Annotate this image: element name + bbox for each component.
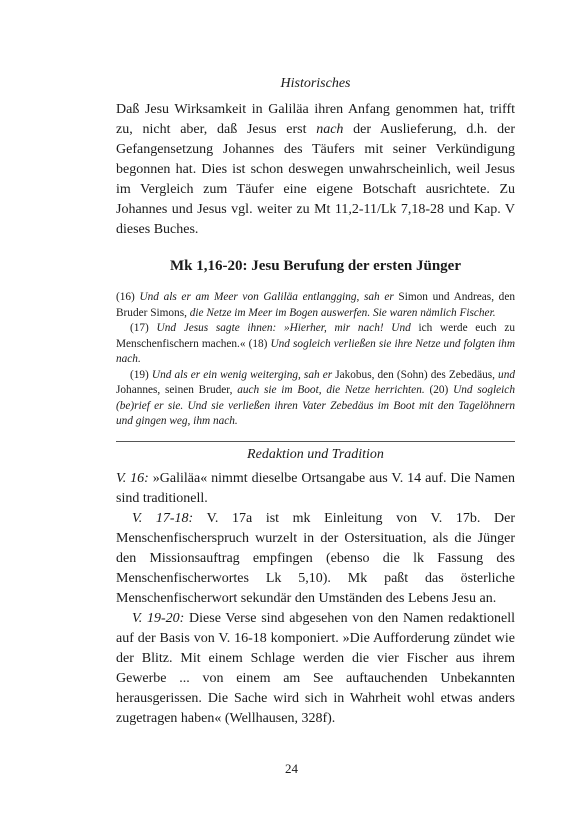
verse-block bbox=[116, 290, 515, 430]
commentary-v19-20: V. 19-20: Diese Verse sind abgesehen von den Namen redaktionell auf der Basis von V. 16-18 komponiert. »Die Aufforderung zündet wie der Blitz. Mit einem Schlage werden die vier Fischer aus ihrem Gewerbe ... von einem am See auftauchenden Unbekannten herausgerissen. Die Sache wird sich in Wahrheit wohl etwas anders zugetragen haben« (Wellhausen, 328f). bbox=[116, 611, 515, 726]
historisches-heading: Historisches bbox=[280, 76, 351, 91]
commentary-v16: V. 16: »Galiläa« nimmt dieselbe Ortsangabe aus V. 14 auf. Die Namen sind traditionell. bbox=[116, 471, 515, 506]
historisches-section bbox=[116, 76, 515, 240]
redaktion-heading: Redaktion und Tradition bbox=[247, 447, 384, 462]
redaktion-section bbox=[116, 447, 515, 729]
verse-19-20: (19) Und als er ein wenig weiterging, sah er Jakobus, den (Sohn) des Zebedäus, und Johannes, seinen Bruder, auch sie im Boot, die Netze herrichten. (20) Und sogleich (be)rief er sie. Und sie verließen ihren Vater Zebedäus im Boot mit den Tagelöhnern und gingen weg, ihm nach. bbox=[116, 368, 515, 427]
verse-17-18: (17) Und Jesus sagte ihnen: »Hierher, mir nach! Und ich werde euch zu Menschenfischern machen.« (18) Und sogleich verließen sie ihre Netze und folgten ihm nach. bbox=[116, 322, 515, 365]
commentary-v17-18: V. 17-18: V. 17a ist mk Einleitung von V. 17b. Der Menschenfischerspruch wurzelt in der Ostersituation, als die Jünger den Missionsauftrag empfingen (ebenso die lk Fassung des Menschenfischerwortes Lk 5,10). Mk paßt das österliche Menschenfischerwort sekundär den Umständen des Lebens Jesu an. bbox=[116, 511, 516, 606]
page-number: 24 bbox=[285, 761, 298, 776]
section-divider bbox=[116, 441, 515, 442]
section-title: Mk 1,16-20: Jesu Berufung der ersten Jünger bbox=[170, 258, 461, 274]
historisches-paragraph: Daß Jesu Wirksamkeit in Galiläa ihren Anfang genommen hat, trifft zu, nicht aber, daß Jesus erst nach der Auslieferung, d.h. der Gefangensetzung Johannes des Täufers mit seiner Verkündigung begonnen hat. Dies ist schon deswegen unwahrscheinlich, weil Jesus im Vergleich zum Täufer eine eigene Botschaft ausrichtete. Zu Johannes und Jesus vgl. weiter zu Mt 11,2-11/Lk 7,18-28 und Kap. V dieses Buches. bbox=[116, 102, 515, 237]
verse-16: (16) Und als er am Meer von Galiläa entlangging, sah er Simon und Andreas, den Bruder Simons, die Netze im Meer im Bogen auswerfen. Sie waren nämlich Fischer. bbox=[116, 291, 515, 319]
